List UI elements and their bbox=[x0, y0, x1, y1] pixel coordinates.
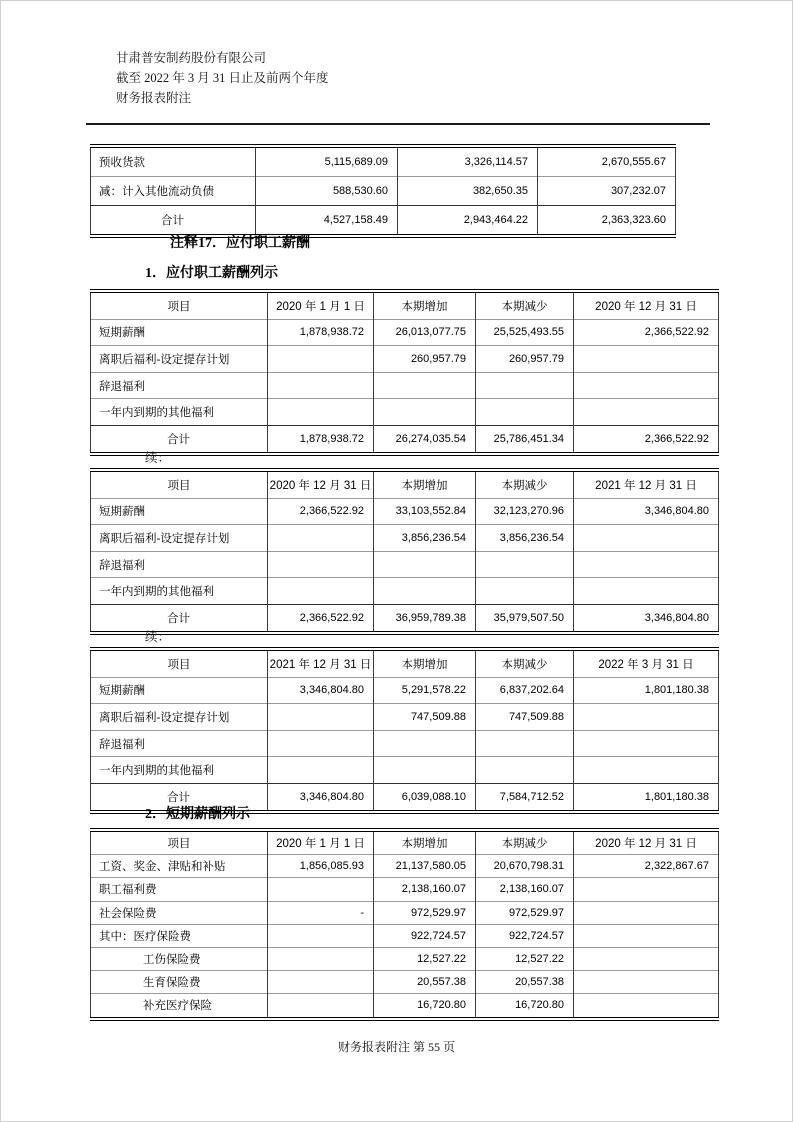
table-row bbox=[91, 146, 676, 177]
page-header bbox=[116, 48, 329, 108]
table-row bbox=[91, 525, 719, 552]
table-row bbox=[91, 855, 719, 878]
value-cell: 1,856,085.93 bbox=[268, 855, 374, 878]
value-cell: 2,363,323.60 bbox=[538, 206, 676, 237]
row-label: 一年内到期的其他福利 bbox=[91, 757, 268, 784]
column-header: 本期减少 bbox=[476, 649, 574, 677]
value-cell: 6,039,088.10 bbox=[374, 783, 476, 811]
row-label: 合计 bbox=[91, 604, 268, 632]
total-row bbox=[91, 425, 719, 453]
value-cell bbox=[268, 346, 374, 373]
table-row bbox=[91, 730, 719, 757]
value-cell bbox=[268, 730, 374, 757]
value-cell bbox=[268, 704, 374, 731]
table-row bbox=[91, 578, 719, 605]
total-row bbox=[91, 604, 719, 632]
value-cell bbox=[574, 704, 719, 731]
value-cell: 3,346,804.80 bbox=[574, 498, 719, 525]
value-cell bbox=[374, 730, 476, 757]
value-cell bbox=[268, 399, 374, 426]
value-cell: 16,720.80 bbox=[374, 994, 476, 1019]
payroll-table-2021 bbox=[90, 468, 718, 635]
column-header: 本期增加 bbox=[374, 830, 476, 855]
table-row bbox=[91, 319, 719, 346]
company-name: 甘肃普安制药股份有限公司 bbox=[116, 51, 267, 65]
note17-heading: 注释17．应付职工薪酬 bbox=[170, 236, 310, 251]
value-cell: 382,650.35 bbox=[398, 177, 538, 206]
table-row bbox=[91, 878, 719, 901]
value-cell bbox=[476, 551, 574, 578]
row-label: 减：计入其他流动负债 bbox=[91, 177, 256, 206]
row-label: 合计 bbox=[91, 783, 268, 811]
row-label: 职工福利费 bbox=[91, 878, 268, 901]
table-row bbox=[91, 551, 719, 578]
value-cell: 2,670,555.67 bbox=[538, 146, 676, 177]
value-cell: 260,957.79 bbox=[476, 346, 574, 373]
column-header: 本期增加 bbox=[374, 649, 476, 677]
payroll-table-2020 bbox=[90, 289, 718, 456]
row-label: 短期薪酬 bbox=[91, 677, 268, 704]
table-row bbox=[91, 757, 719, 784]
value-cell: 972,529.97 bbox=[476, 901, 574, 924]
row-label: 工伤保险费 bbox=[91, 947, 268, 970]
value-cell: 25,525,493.55 bbox=[476, 319, 574, 346]
column-header: 项目 bbox=[91, 649, 268, 677]
value-cell bbox=[268, 971, 374, 994]
column-header: 2020 年 12 月 31 日 bbox=[268, 470, 374, 498]
value-cell: 12,527.22 bbox=[374, 947, 476, 970]
value-cell bbox=[476, 372, 574, 399]
value-cell: 2,322,867.67 bbox=[574, 855, 719, 878]
continued-label-1: 续： bbox=[145, 451, 171, 465]
value-cell bbox=[574, 372, 719, 399]
report-period: 截至 2022 年 3 月 31 日止及前两个年度 bbox=[116, 71, 329, 85]
value-cell bbox=[574, 346, 719, 373]
value-cell bbox=[268, 372, 374, 399]
value-cell bbox=[476, 578, 574, 605]
row-label: 辞退福利 bbox=[91, 551, 268, 578]
value-cell: 25,786,451.34 bbox=[476, 425, 574, 453]
column-header: 2020 年 1 月 1 日 bbox=[268, 291, 374, 319]
financial-table bbox=[90, 144, 676, 238]
table-row bbox=[91, 971, 719, 994]
column-header: 2020 年 1 月 1 日 bbox=[268, 830, 374, 855]
row-label: 短期薪酬 bbox=[91, 319, 268, 346]
sub1-heading: 1．应付职工薪酬列示 bbox=[145, 266, 278, 281]
row-label: 短期薪酬 bbox=[91, 498, 268, 525]
value-cell: 1,801,180.38 bbox=[574, 677, 719, 704]
value-cell bbox=[574, 878, 719, 901]
column-header: 2021 年 12 月 31 日 bbox=[574, 470, 719, 498]
value-cell: 972,529.97 bbox=[374, 901, 476, 924]
table-row bbox=[91, 924, 719, 947]
payroll-table-2022q1 bbox=[90, 647, 718, 814]
table-row bbox=[91, 498, 719, 525]
value-cell bbox=[574, 924, 719, 947]
value-cell bbox=[268, 994, 374, 1019]
row-label: 预收货款 bbox=[91, 146, 256, 177]
value-cell bbox=[574, 901, 719, 924]
value-cell: 747,509.88 bbox=[374, 704, 476, 731]
value-cell: 21,137,580.05 bbox=[374, 855, 476, 878]
column-header: 本期增加 bbox=[374, 470, 476, 498]
value-cell: 2,366,522.92 bbox=[268, 604, 374, 632]
column-header: 2020 年 12 月 31 日 bbox=[574, 291, 719, 319]
value-cell: 33,103,552.84 bbox=[374, 498, 476, 525]
value-cell bbox=[268, 578, 374, 605]
value-cell: 307,232.07 bbox=[538, 177, 676, 206]
table-row bbox=[91, 346, 719, 373]
value-cell bbox=[476, 730, 574, 757]
value-cell: 2,366,522.92 bbox=[574, 319, 719, 346]
row-label: 其中：医疗保险费 bbox=[91, 924, 268, 947]
value-cell: 2,366,522.92 bbox=[268, 498, 374, 525]
column-header: 本期减少 bbox=[476, 291, 574, 319]
value-cell bbox=[574, 947, 719, 970]
value-cell bbox=[476, 399, 574, 426]
table-row bbox=[91, 677, 719, 704]
financial-table bbox=[90, 289, 719, 456]
value-cell: 26,013,077.75 bbox=[374, 319, 476, 346]
value-cell: 20,557.38 bbox=[476, 971, 574, 994]
value-cell: - bbox=[268, 901, 374, 924]
financial-table bbox=[90, 647, 719, 814]
continued-label-2: 续： bbox=[145, 630, 171, 644]
value-cell bbox=[268, 525, 374, 552]
value-cell bbox=[374, 551, 476, 578]
column-header: 2022 年 3 月 31 日 bbox=[574, 649, 719, 677]
table-header-row bbox=[91, 830, 719, 855]
value-cell: 20,557.38 bbox=[374, 971, 476, 994]
value-cell bbox=[374, 372, 476, 399]
value-cell: 747,509.88 bbox=[476, 704, 574, 731]
row-label: 离职后福利-设定提存计划 bbox=[91, 704, 268, 731]
advances-received-table bbox=[90, 144, 675, 238]
column-header: 2021 年 12 月 31 日 bbox=[268, 649, 374, 677]
row-label: 一年内到期的其他福利 bbox=[91, 578, 268, 605]
value-cell: 6,837,202.64 bbox=[476, 677, 574, 704]
value-cell bbox=[268, 924, 374, 947]
row-label: 工资、奖金、津贴和补贴 bbox=[91, 855, 268, 878]
financial-table bbox=[90, 468, 719, 635]
value-cell: 2,138,160.07 bbox=[374, 878, 476, 901]
row-label: 一年内到期的其他福利 bbox=[91, 399, 268, 426]
value-cell: 1,878,938.72 bbox=[268, 319, 374, 346]
value-cell bbox=[574, 994, 719, 1019]
column-header: 2020 年 12 月 31 日 bbox=[574, 830, 719, 855]
column-header: 项目 bbox=[91, 291, 268, 319]
table-row bbox=[91, 372, 719, 399]
value-cell: 2,366,522.92 bbox=[574, 425, 719, 453]
column-header: 本期增加 bbox=[374, 291, 476, 319]
table-row bbox=[91, 901, 719, 924]
value-cell: 16,720.80 bbox=[476, 994, 574, 1019]
value-cell: 2,943,464.22 bbox=[398, 206, 538, 237]
value-cell: 26,274,035.54 bbox=[374, 425, 476, 453]
row-label: 离职后福利-设定提存计划 bbox=[91, 525, 268, 552]
value-cell bbox=[574, 525, 719, 552]
value-cell: 3,346,804.80 bbox=[268, 677, 374, 704]
header-divider bbox=[86, 123, 710, 125]
value-cell: 922,724.57 bbox=[374, 924, 476, 947]
row-label: 合计 bbox=[91, 425, 268, 453]
value-cell bbox=[374, 578, 476, 605]
column-header: 本期减少 bbox=[476, 470, 574, 498]
value-cell: 35,979,507.50 bbox=[476, 604, 574, 632]
column-header: 项目 bbox=[91, 470, 268, 498]
value-cell: 922,724.57 bbox=[476, 924, 574, 947]
table-row bbox=[91, 947, 719, 970]
value-cell: 3,326,114.57 bbox=[398, 146, 538, 177]
table-row bbox=[91, 399, 719, 426]
table-header-row bbox=[91, 649, 719, 677]
value-cell: 3,346,804.80 bbox=[268, 783, 374, 811]
table-row bbox=[91, 994, 719, 1019]
value-cell bbox=[574, 578, 719, 605]
row-label: 合计 bbox=[91, 206, 256, 237]
table-header-row bbox=[91, 291, 719, 319]
value-cell: 32,123,270.96 bbox=[476, 498, 574, 525]
value-cell bbox=[268, 551, 374, 578]
value-cell: 3,856,236.54 bbox=[374, 525, 476, 552]
row-label: 生育保险费 bbox=[91, 971, 268, 994]
table-header-row bbox=[91, 470, 719, 498]
value-cell: 588,530.60 bbox=[256, 177, 398, 206]
short-term-salary-table bbox=[90, 828, 718, 1021]
value-cell: 3,346,804.80 bbox=[574, 604, 719, 632]
row-label: 辞退福利 bbox=[91, 730, 268, 757]
value-cell: 36,959,789.38 bbox=[374, 604, 476, 632]
value-cell bbox=[574, 551, 719, 578]
column-header: 本期减少 bbox=[476, 830, 574, 855]
value-cell bbox=[574, 757, 719, 784]
row-label: 社会保险费 bbox=[91, 901, 268, 924]
value-cell: 3,856,236.54 bbox=[476, 525, 574, 552]
financial-table bbox=[90, 828, 719, 1021]
value-cell: 7,584,712.52 bbox=[476, 783, 574, 811]
value-cell: 12,527.22 bbox=[476, 947, 574, 970]
value-cell: 5,291,578.22 bbox=[374, 677, 476, 704]
value-cell bbox=[268, 757, 374, 784]
value-cell: 5,115,689.09 bbox=[256, 146, 398, 177]
table-row bbox=[91, 177, 676, 206]
document-type: 财务报表附注 bbox=[116, 91, 192, 105]
value-cell bbox=[476, 757, 574, 784]
value-cell bbox=[574, 399, 719, 426]
row-label: 补充医疗保险 bbox=[91, 994, 268, 1019]
value-cell: 20,670,798.31 bbox=[476, 855, 574, 878]
table-row bbox=[91, 704, 719, 731]
value-cell: 2,138,160.07 bbox=[476, 878, 574, 901]
row-label: 离职后福利-设定提存计划 bbox=[91, 346, 268, 373]
row-label: 辞退福利 bbox=[91, 372, 268, 399]
sub2-heading: 2．短期薪酬列示 bbox=[145, 807, 250, 822]
value-cell: 260,957.79 bbox=[374, 346, 476, 373]
column-header: 项目 bbox=[91, 830, 268, 855]
value-cell bbox=[374, 757, 476, 784]
value-cell bbox=[374, 399, 476, 426]
value-cell bbox=[268, 947, 374, 970]
value-cell: 4,527,158.49 bbox=[256, 206, 398, 237]
value-cell bbox=[574, 730, 719, 757]
page-footer: 财务报表附注 第 55 页 bbox=[337, 1040, 455, 1054]
value-cell bbox=[574, 971, 719, 994]
value-cell: 1,878,938.72 bbox=[268, 425, 374, 453]
value-cell: 1,801,180.38 bbox=[574, 783, 719, 811]
value-cell bbox=[268, 878, 374, 901]
